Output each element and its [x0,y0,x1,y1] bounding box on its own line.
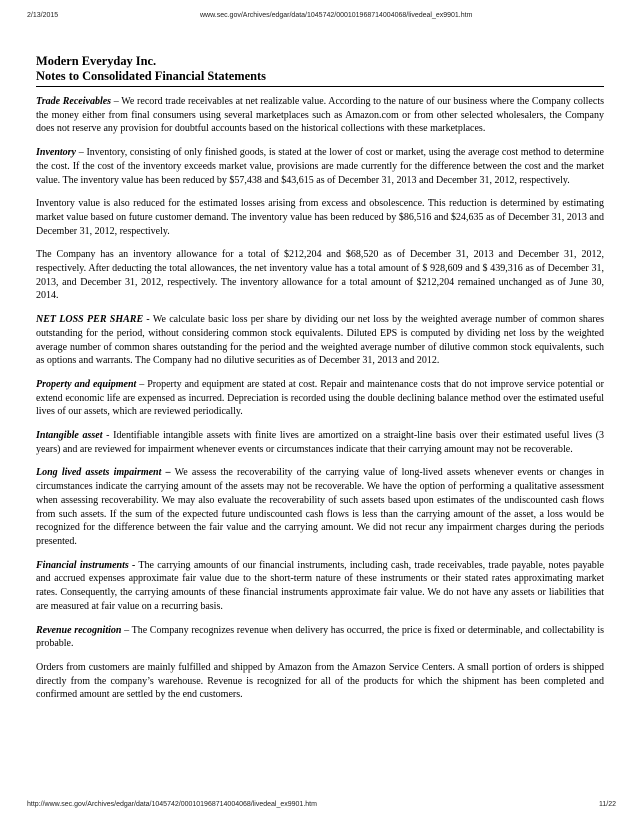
paragraph-long-lived-assets: Long lived assets impairment – We assess the recoverability of the carrying value of long-lived assets whenever events or changes in circumstances indicate the carrying amount of the assets may not be recoverable. We have the option of performing a qualitative assessment when assessing recoverability. We may also evaluate the recoverability of such assets based upon estimates of the undiscounted cash flows from such assets. If the sum of the expected future undiscounted cash flows is less than the carrying amount of the asset, a loss would be recognized for the difference between the fair value and the carrying amount. We did not recur any impairment charges during the periods presented. [36,467,605,547]
paragraph-orders: Orders from customers are mainly fulfilled and shipped by Amazon from the Amazon Service Centers. A small portion of orders is shipped directly from the company’s warehouse. Revenue is recognized for all of the products for which the shipment has been completed and confirmed amount are settled by the end customers. [36,661,604,701]
paragraph-inventory-obsolescence: Inventory value is also reduced for the estimated losses arising from excess and obsolescence. This reduction is determined by estimating market value based on future customer demand. The inventory value has been reduced by $86,516 and $24,635 as of December 31, 2013 and December 31, 2012, respectively. [36,198,604,237]
document-subtitle: Notes to Consolidated Financial Statements [36,69,266,83]
print-date: 2/13/2015 [27,12,59,19]
paragraph-trade-receivables: Trade Receivables – We record trade receivables at net realizable value. According to the nature of our business where the Company collects the money either from final consumers using several marketplaces such as Amazon.com or from other selected wholesalers, the Company does not reserve any provision for doubtful accounts based on the historical collections with these marketplaces. [36,96,604,135]
paragraph-financial-instruments: Financial instruments - The carrying amounts of our financial instruments, including cash, trade receivables, trade payable, notes payable and accrued expenses approximate fair value due to the short-term nature of these instruments or their stated rates approximating market rates. Consequently, the carrying amounts of these financial instruments approximate fair value. We do not have any assets or liabilities that are measured at fair value on a recurring basis. [36,559,604,612]
paragraph-intangible-asset: Intangible asset - Identifiable intangible assets with finite lives are amortized on a straight-line basis over their estimated useful lives (3 years) and are reviewed for impairment whenever events or circumstances indicate that their carrying amount may not be recoverable. [36,430,604,455]
print-url-header: www.sec.gov/Archives/edgar/data/1045742/000101968714004068/livedeal_ex9901.htm [200,12,473,19]
company-name: Modern Everyday Inc. [36,54,157,68]
page-number: 11/22 [599,801,616,808]
paragraph-revenue-recognition: Revenue recognition – The Company recognizes revenue when delivery has occurred, the price is fixed or determinable, and collectability is probable. [36,624,604,650]
document-content [36,54,604,712]
paragraph-net-loss-per-share: NET LOSS PER SHARE - We calculate basic loss per share by dividing our net loss by the weighted average number of common shares outstanding for the period, without considering common stock equivalents. Diluted EPS is computed by dividing net loss by the weighted average number of common shares outstanding for the period and the weighted average number of dilutive common stock equivalents, such as options and warrants. The Company had no dilutive securities as of December 31, 2013 and 2012. [36,314,604,367]
paragraph-inventory: Inventory – Inventory, consisting of only finished goods, is stated at the lower of cost or market, using the average cost method to determine the cost. If the cost of the inventory exceeds market value, provisions are made currently for the difference between the cost and the market value. The inventory value has been reduced by $57,438 and $43,615 as of December 31, 2013 and December 31, 2012, respectively. [36,147,604,186]
paragraph-property-equipment: Property and equipment – Property and equipment are stated at cost. Repair and maintenance costs that do not improve service potential or extend economic life are expensed as incurred. Depreciation is recorded using the double declining balance method over the estimated useful lives of our assets, which are reviewed periodically. [36,378,604,418]
paragraph-inventory-allowance: The Company has an inventory allowance for a total of $212,204 and $68,520 as of December 31, 2013 and December 31, 2012, respectively. After deducting the total allowances, the net inventory value has a total amount of $ 928,609 and $ 439,316 as of December 31, 2013, and December 31, 2012, respectively. The inventory allowance for a total amount of $212,204 remained unchanged as of June 30, 2014. [36,249,604,302]
print-url-footer[interactable]: http://www.sec.gov/Archives/edgar/data/1045742/000101968714004068/livedeal_ex9901.htm [27,801,317,808]
title-rule [36,86,604,87]
